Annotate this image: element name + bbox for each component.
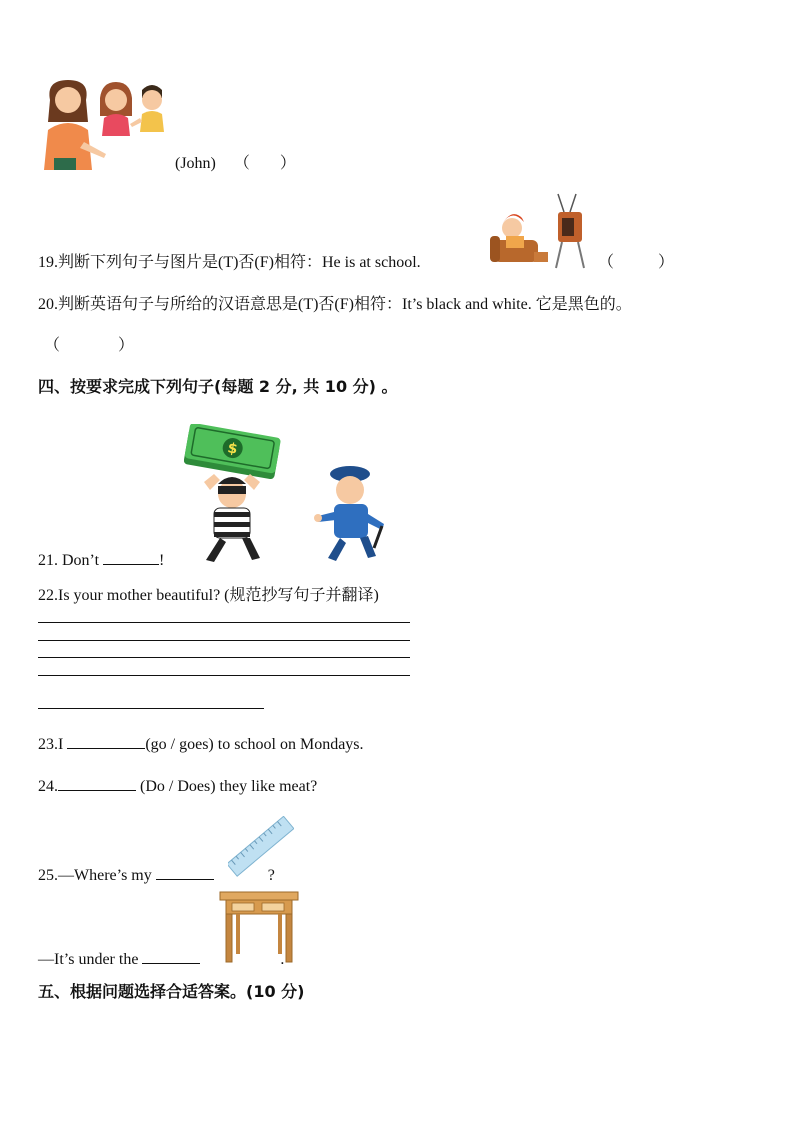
q24-question xyxy=(38,774,317,797)
q25-line1-before: 25.—Where’s my xyxy=(38,867,156,884)
svg-text:$: $ xyxy=(226,440,239,458)
q19-question xyxy=(38,253,421,273)
q25-line1-after: ? xyxy=(267,867,275,884)
q18-paren-open: （ xyxy=(233,155,250,172)
q21-text-after: ! xyxy=(159,552,165,569)
q24-blank[interactable] xyxy=(58,774,136,791)
q18-paren-close: ） xyxy=(279,155,296,172)
q18-answer-line xyxy=(175,154,296,174)
q22-writing-line[interactable] xyxy=(38,657,410,658)
q20-answer-parens xyxy=(44,336,134,356)
q25-question-line2 xyxy=(38,947,284,970)
child-watching-tv-icon xyxy=(490,192,588,270)
q22-text: 22.Is your mother beautiful? (规范抄写句子并翻译) xyxy=(38,587,379,604)
q22-writing-line[interactable] xyxy=(38,708,264,709)
q25-blank-2[interactable] xyxy=(142,947,200,964)
q23-question xyxy=(38,732,364,755)
q24-text-after: (Do / Does) they like meat? xyxy=(136,778,318,795)
q22-writing-line[interactable] xyxy=(38,622,410,623)
q21-text-before: 21. Don’t xyxy=(38,552,104,569)
q19-answer-parens xyxy=(598,253,674,273)
q23-text-after: (go / goes) to school on Mondays. xyxy=(145,736,364,753)
q22-writing-line[interactable] xyxy=(38,675,410,676)
q20-paren-close: ） xyxy=(118,337,135,354)
q20-paren-open: （ xyxy=(44,337,61,354)
q25-blank-1[interactable] xyxy=(156,863,214,880)
q22-writing-line[interactable] xyxy=(38,640,410,641)
q24-text-before: 24. xyxy=(38,778,58,795)
q19-text: 19.判断下列句子与图片是(T)否(F)相符：He is at school. xyxy=(38,254,421,271)
q19-paren-open: （ xyxy=(598,254,615,271)
q20-text: 20.判断英语句子与所给的汉语意思是(T)否(F)相符：It’s black and white. 它是黑色的。 xyxy=(38,296,632,313)
q23-text-before: 23.I xyxy=(38,736,68,753)
q23-blank[interactable] xyxy=(67,732,145,749)
q18-name: (John) xyxy=(175,155,216,172)
family-people-icon xyxy=(36,78,178,172)
q19-paren-close: ） xyxy=(658,254,675,271)
section-5-title: 五、根据问题选择合适答案。(10 分) xyxy=(38,982,305,1001)
q21-question xyxy=(38,548,164,571)
q25-question-line1 xyxy=(38,863,275,886)
q25-line2-before: —It’s under the xyxy=(38,951,143,968)
q25-line2-after: . xyxy=(280,951,285,968)
q21-blank[interactable] xyxy=(103,548,159,565)
q22-question xyxy=(38,586,379,606)
thief-and-police-icon xyxy=(184,424,398,564)
q20-question xyxy=(38,295,632,315)
section-4-title: 四、按要求完成下列句子(每题 2 分, 共 10 分) 。 xyxy=(38,377,398,396)
